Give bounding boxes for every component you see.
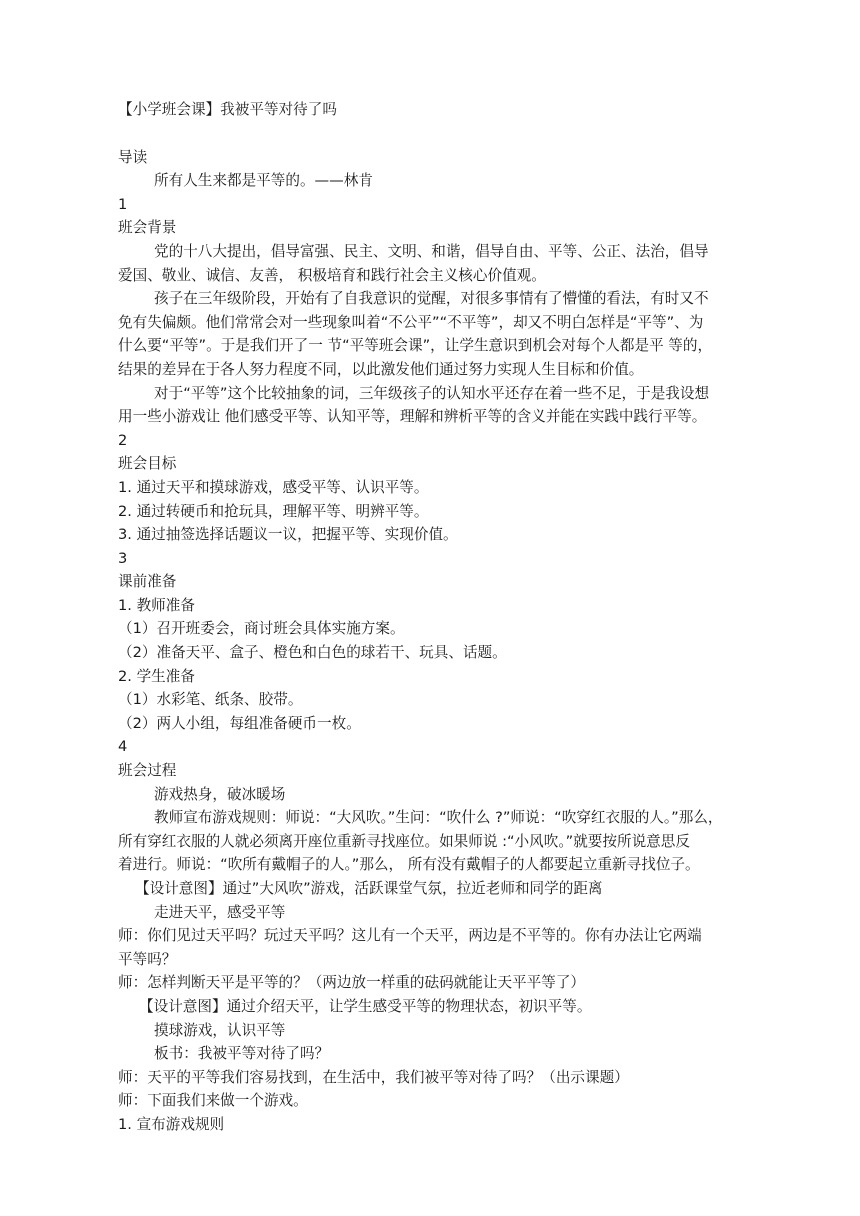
list-item: 1. 通过天平和摸球游戏，感受平等、认识平等。 bbox=[118, 478, 429, 496]
paragraph-line: 师：下面我们来做一个游戏。 bbox=[118, 1092, 308, 1110]
paragraph-line: 免有失偏颇。他们常常会对一些现象叫着“不公平”“不平等”，却又不明白怎样是“平等”、为 bbox=[118, 313, 704, 331]
paragraph-line: 孩子在三年级阶段，开始有了自我意识的觉醒，对很多事情有了懵懂的看法，有时又不 bbox=[154, 290, 709, 308]
paragraph-line: 党的十八大提出，倡导富强、民主、文明、和谐，倡导自由、平等、公正、法治，倡导 bbox=[154, 242, 709, 260]
list-item: 1. 教师准备 bbox=[118, 596, 195, 614]
paragraph-line: 结果的差异在于各人努力程度不同，以此激发他们通过努力实现人生目标和价值。 bbox=[118, 360, 644, 378]
paragraph-line: 所有穿红衣服的人就必须离开座位重新寻找座位。如果师说 :“小风吹。”就要按所说意思反 bbox=[118, 832, 690, 850]
list-item: 2. 学生准备 bbox=[118, 667, 195, 685]
subheading: 走进天平，感受平等 bbox=[154, 903, 286, 921]
paragraph-line: 师：怎样判断天平是平等的？（两边放一样重的砝码就能让天平平等了） bbox=[118, 974, 586, 992]
paragraph-line: 师：天平的平等我们容易找到，在生活中，我们被平等对待了吗？（出示课题） bbox=[118, 1068, 629, 1086]
section-heading: 班会过程 bbox=[118, 762, 177, 780]
document-body bbox=[118, 98, 743, 1137]
section-heading: 导读 bbox=[118, 148, 148, 166]
section-heading: 班会目标 bbox=[118, 455, 177, 473]
subheading: 摸球游戏，认识平等 bbox=[154, 1021, 286, 1039]
list-item: （2）两人小组，每组准备硬币一枚。 bbox=[118, 714, 361, 732]
section-number: 2 bbox=[118, 431, 128, 449]
section-heading: 班会背景 bbox=[118, 219, 177, 237]
section-number: 3 bbox=[118, 549, 128, 567]
quote-text: 所有人生来都是平等的。——林肯 bbox=[154, 172, 373, 190]
list-item: （1）召开班委会，商讨班会具体实施方案。 bbox=[118, 620, 405, 638]
list-item: （1）水彩笔、纸条、胶带。 bbox=[118, 691, 303, 709]
list-item: 3. 通过抽签选择话题议一议，把握平等、实现价值。 bbox=[118, 526, 458, 544]
list-item: 1. 宣布游戏规则 bbox=[118, 1115, 225, 1133]
paragraph-line: 什么要“平等”。于是我们开了一 节“平等班会课”，让学生意识到机会对每个人都是平 等的， bbox=[118, 337, 713, 355]
subheading: 游戏热身，破冰暖场 bbox=[154, 785, 286, 803]
list-item: 2. 通过转硬币和抢玩具，理解平等、明辨平等。 bbox=[118, 502, 429, 520]
paragraph-line: 对于“平等”这个比较抽象的词，三年级孩子的认知水平还存在着一些不足，于是我设想 bbox=[154, 384, 710, 402]
paragraph-line: 师：你们见过天平吗？玩过天平吗？这儿有一个天平，两边是不平等的。你有办法让它两端 bbox=[118, 927, 702, 945]
paragraph-line: 爱国、敬业、诚信、友善， 积极培育和践行社会主义核心价值观。 bbox=[118, 266, 546, 284]
section-number: 4 bbox=[118, 738, 128, 756]
list-item: （2）准备天平、盒子、橙色和白色的球若干、玩具、话题。 bbox=[118, 644, 507, 662]
paragraph-line: 板书：我被平等对待了吗？ bbox=[154, 1045, 330, 1063]
paragraph-line: 平等吗？ bbox=[118, 950, 177, 968]
section-heading: 课前准备 bbox=[118, 573, 177, 591]
section-number: 1 bbox=[118, 195, 128, 213]
design-intent-note: 【设计意图】通过介绍天平，让学生感受平等的物理状态，初识平等。 bbox=[139, 997, 592, 1015]
paragraph-line: 着进行。师说：“吹所有戴帽子的人。”那么， 所有没有戴帽子的人都要起立重新寻找位子。 bbox=[118, 856, 700, 874]
paragraph-line: 教师宣布游戏规则：师说：“大风吹。”生问：“吹什么 ?”师说：“吹穿红衣服的人。”那么， bbox=[154, 809, 723, 827]
paragraph-line: 用一些小游戏让 他们感受平等、认知平等，理解和辨析平等的含义并能在实践中践行平等。 bbox=[118, 408, 707, 426]
design-intent-note: 【设计意图】通过”大风吹”游戏，活跃课堂气氛，拉近老师和同学的距离 bbox=[135, 880, 603, 897]
document-title: 【小学班会课】我被平等对待了吗 bbox=[118, 101, 337, 118]
